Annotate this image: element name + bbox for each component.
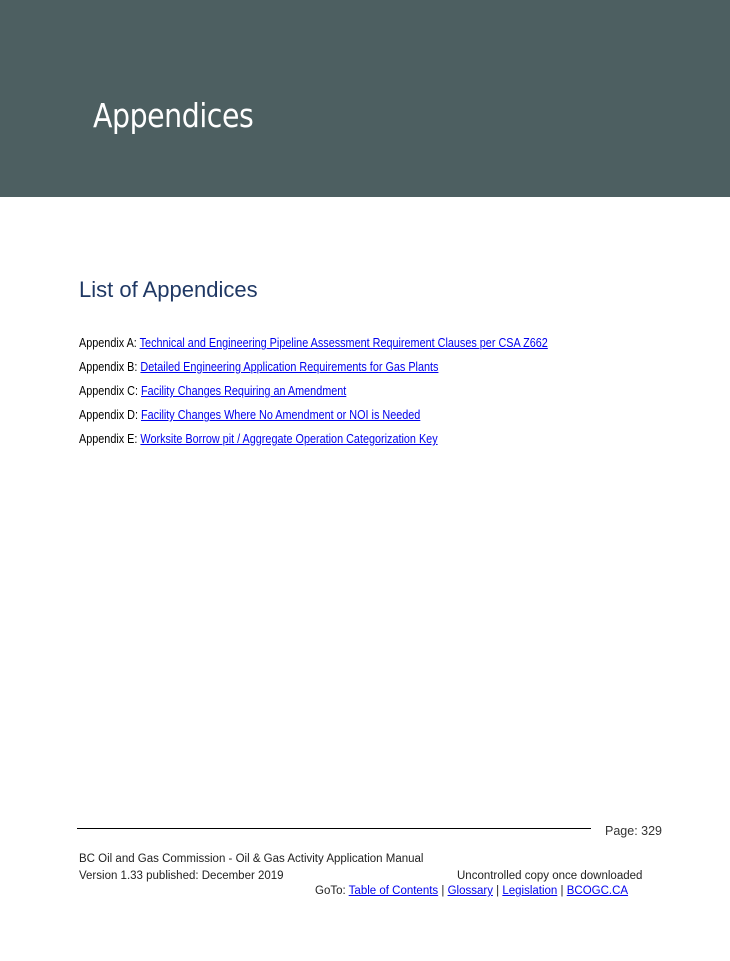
appendix-link-e[interactable]: Worksite Borrow pit / Aggregate Operation Categorization Key	[140, 432, 438, 446]
appendix-link-c[interactable]: Facility Changes Requiring an Amendment	[141, 384, 347, 398]
appendix-item-e	[79, 432, 612, 456]
page-title: Appendices	[93, 96, 254, 135]
appendix-item-c	[79, 384, 612, 408]
appendix-prefix: Appendix D:	[79, 408, 142, 422]
appendix-prefix: Appendix C:	[79, 384, 142, 398]
footer-manual-title: BC Oil and Gas Commission - Oil & Gas Activity Application Manual	[79, 853, 424, 865]
header-banner	[0, 0, 730, 197]
appendix-link-d[interactable]: Facility Changes Where No Amendment or NOI is Needed	[141, 408, 421, 422]
appendix-link-a[interactable]: Technical and Engineering Pipeline Assessment Requirement Clauses per CSA Z662	[139, 336, 548, 350]
nav-separator: |	[557, 885, 567, 897]
glossary-link[interactable]: Glossary	[447, 885, 493, 897]
appendix-prefix: Appendix B:	[79, 360, 141, 374]
toc-link[interactable]: Table of Contents	[348, 885, 439, 897]
footer-divider	[77, 828, 591, 829]
section-heading: List of Appendices	[79, 277, 258, 302]
legislation-link[interactable]: Legislation	[502, 885, 558, 897]
footer-version: Version 1.33 published: December 2019	[79, 870, 284, 882]
appendix-prefix: Appendix E:	[79, 432, 141, 446]
nav-separator: |	[438, 885, 448, 897]
bcogc-link[interactable]: BCOGC.CA	[566, 885, 629, 897]
footer-uncontrolled-note: Uncontrolled copy once downloaded	[457, 870, 643, 882]
appendix-item-d	[79, 408, 612, 432]
appendix-prefix: Appendix A:	[79, 336, 140, 350]
appendix-item-a	[79, 336, 612, 360]
appendix-item-b	[79, 360, 612, 384]
footer-goto-nav	[315, 885, 628, 897]
appendix-link-b[interactable]: Detailed Engineering Application Requirements for Gas Plants	[140, 360, 439, 374]
goto-label: GoTo:	[315, 885, 349, 897]
page-number: Page: 329	[605, 824, 662, 838]
appendix-list	[79, 336, 699, 456]
nav-separator: |	[492, 885, 503, 897]
